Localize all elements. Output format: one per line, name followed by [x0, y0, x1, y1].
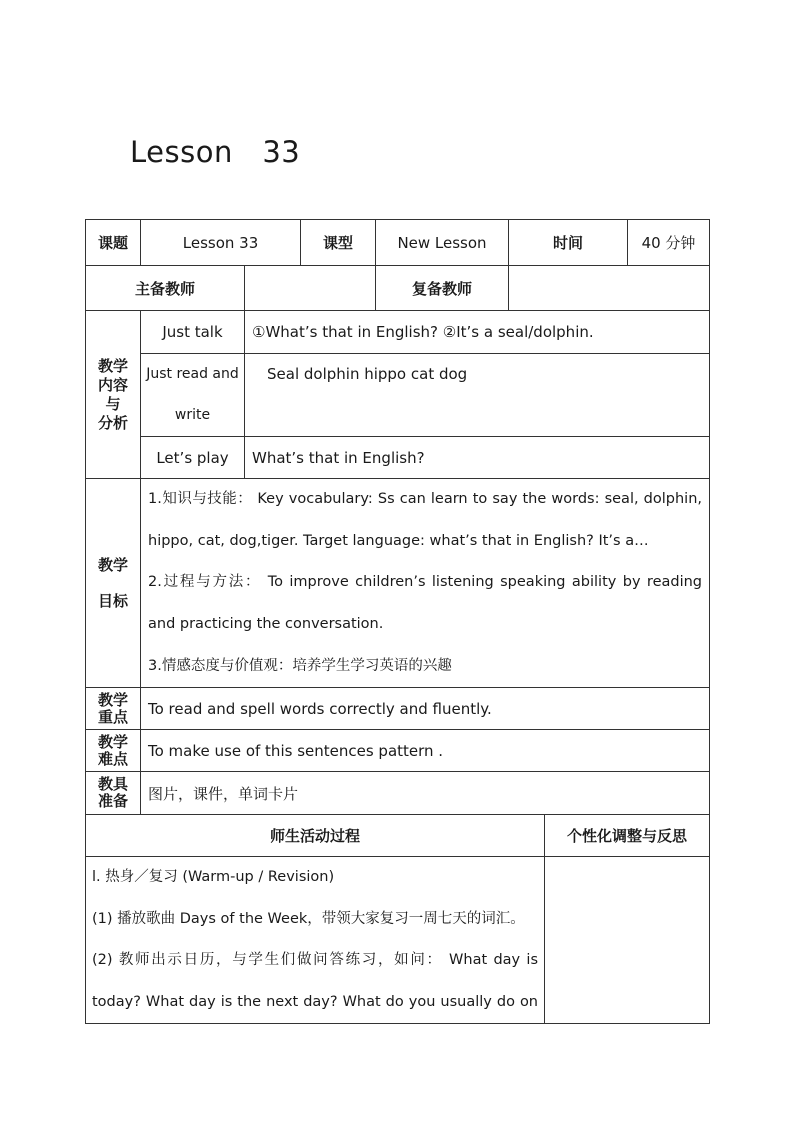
lesson-plan-table [85, 219, 710, 1024]
reflection-header: 个性化调整与反思 [545, 815, 710, 857]
tools-value: 图片，课件，单词卡片 [141, 772, 710, 815]
content-row-1 [86, 311, 710, 354]
teacher-row [86, 266, 710, 311]
process-header: 师生活动过程 [86, 815, 545, 857]
tools-label: 教具 准备 [86, 772, 141, 815]
process-content [86, 857, 545, 1024]
just-talk-label: Just talk [141, 311, 245, 354]
process-header-row [86, 815, 710, 857]
topic-label: 课题 [86, 220, 141, 266]
content-row-3 [86, 437, 710, 479]
process-line-3: (2) 教师出示日历，与学生们做问答练习，如问： What day is [92, 952, 538, 969]
just-read-write-label: Just read and write [141, 354, 245, 437]
difficulties-row [86, 730, 710, 772]
page-title: Lesson 33 [130, 135, 301, 169]
process-line-4: today? What day is the next day? What do you usually do on [92, 993, 538, 1010]
goal-line-2: hippo, cat, dog,tiger. Target language: what’s that in English? It’s a… [148, 532, 649, 549]
process-line-2: (1) 播放歌曲 Days of the Week，带领大家复习一周七天的词汇。 [92, 910, 525, 927]
main-teacher-label: 主备教师 [86, 266, 245, 311]
topic-value: Lesson 33 [141, 220, 301, 266]
goal-line-1: 1.知识与技能： Key vocabulary: Ss can learn to say the words: seal, dolphin, [148, 491, 703, 507]
type-label: 课型 [301, 220, 376, 266]
co-teacher-value [509, 266, 710, 311]
tools-row [86, 772, 710, 815]
goals-value [141, 479, 710, 688]
content-row-2 [86, 354, 710, 437]
type-value: New Lesson [376, 220, 509, 266]
goals-label: 教学 目标 [86, 479, 141, 688]
content-label: 教学 内容 与 分析 [86, 311, 141, 479]
co-teacher-label: 复备教师 [376, 266, 509, 311]
process-row [86, 857, 710, 1024]
reflection-content [545, 857, 710, 1024]
key-points-value: To read and spell words correctly and fluently. [141, 688, 710, 730]
main-teacher-value [245, 266, 376, 311]
time-value: 40 分钟 [628, 220, 710, 266]
key-points-label: 教学 重点 [86, 688, 141, 730]
process-line-1: l. 热身／复习 (Warm-up / Revision) [92, 869, 335, 886]
lets-play-value: What’s that in English? [245, 437, 710, 479]
difficulties-label: 教学 难点 [86, 730, 141, 772]
goal-line-3: 2.过程与方法： To improve children’s listening speaking ability by reading [148, 574, 703, 591]
goal-line-5: 3.情感态度与价值观：培养学生学习英语的兴趣 [148, 657, 452, 674]
just-read-write-value: Seal dolphin hippo cat dog [245, 354, 710, 437]
time-label: 时间 [509, 220, 628, 266]
info-row [86, 220, 710, 266]
just-talk-value: ①What’s that in English? ②It’s a seal/dolphin. [245, 311, 710, 354]
goals-row [86, 479, 710, 688]
key-points-row [86, 688, 710, 730]
difficulties-value: To make use of this sentences pattern . [141, 730, 710, 772]
lets-play-label: Let’s play [141, 437, 245, 479]
goal-line-4: and practicing the conversation. [148, 616, 384, 633]
